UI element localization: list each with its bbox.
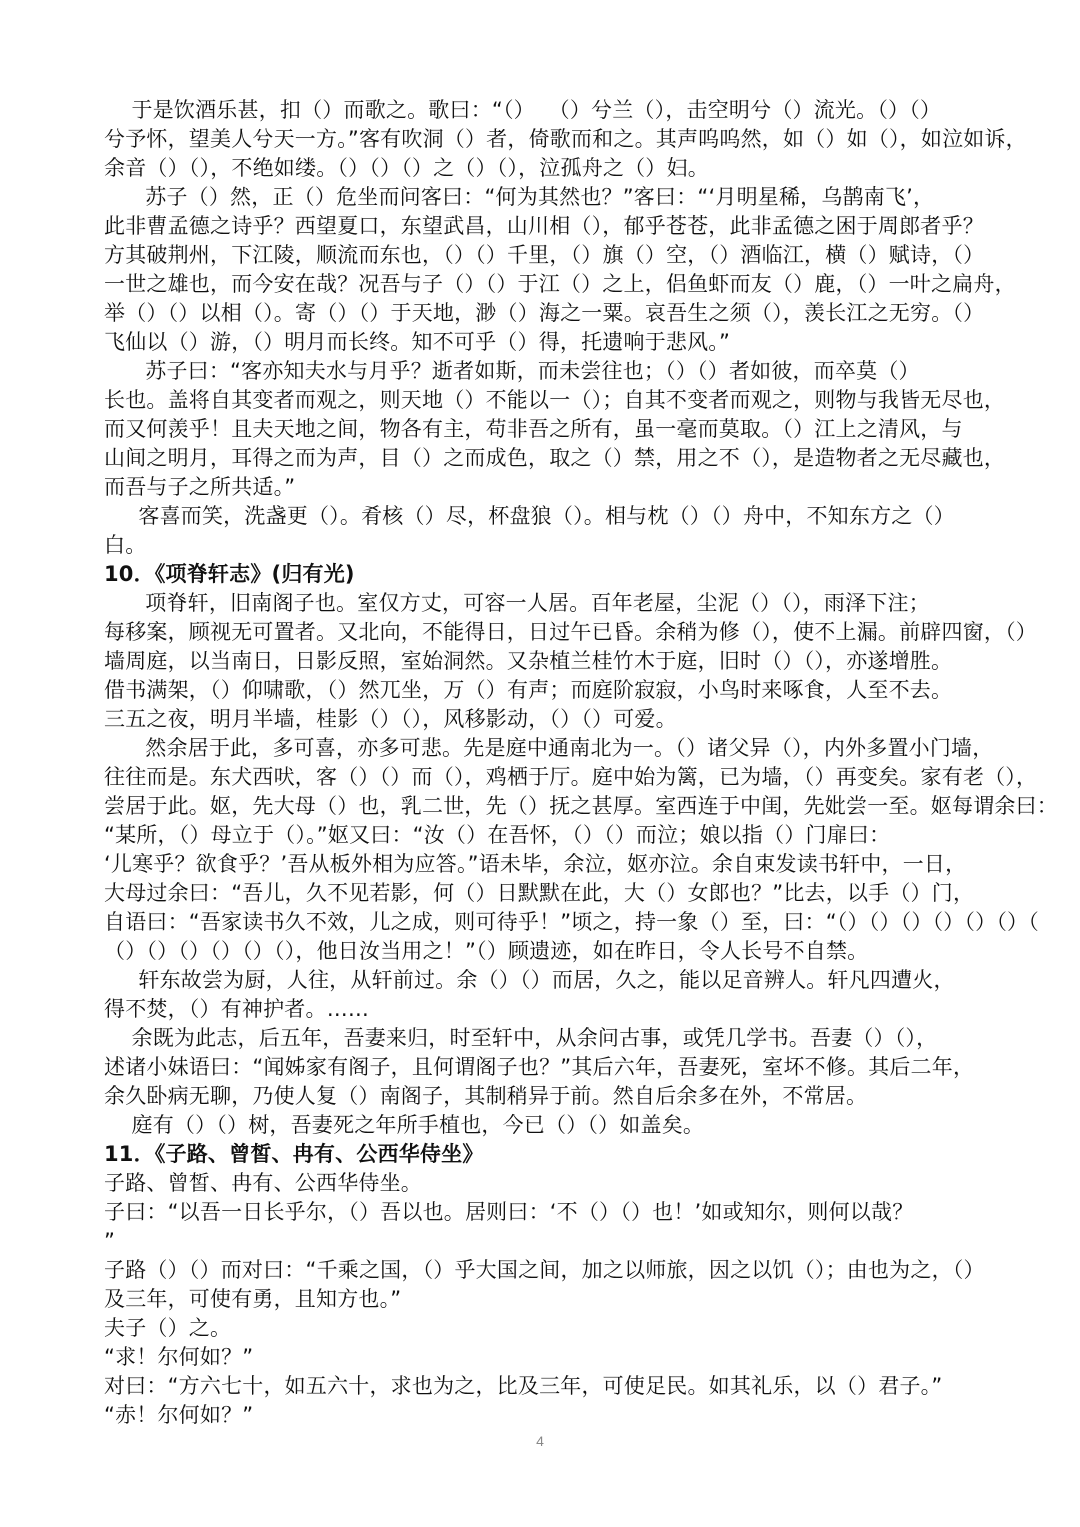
section-heading-11: 11．《子路、曾皙、冉有、公西华侍坐》	[104, 1142, 484, 1166]
text-line: 轩东故尝为厨，人往，从轩前过。余（）（）而居，久之，能以足音辨人。轩凡四遭火，	[104, 968, 955, 992]
text-line: 每移案，顾视无可置者。又北向，不能得日，日过午已昏。余稍为修（），使不上漏。前辟四窗，（）	[104, 620, 1037, 644]
text-line: 方其破荆州，下江陵，顺流而东也，（）（）千里，（）旗（）空，（）酒临江，横（）赋诗，（）	[104, 243, 985, 267]
text-line: 兮予怀，望美人兮天一方。”客有吹洞（）者，倚歌而和之。其声呜呜然，如（）如（），如泣如诉，	[104, 127, 1027, 151]
page-number: 4	[536, 1433, 544, 1449]
text-line: 尝居于此。妪，先大母（）也，乳二世，先（）抚之甚厚。室西连于中闺，先妣尝一至。妪每谓余曰：	[104, 794, 1058, 818]
text-line: 于是饮酒乐甚，扣（）而歌之。歌曰：“（） （）兮兰（），击空明兮（）流光。（）（）	[104, 98, 942, 122]
text-line: 庭有（）（）树，吾妻死之年所手植也，今已（）（）如盖矣。	[104, 1113, 705, 1137]
text-line: 三五之夜，明月半墙，桂影（）（），风移影动，（）（）可爱。	[104, 707, 677, 731]
text-line: 客喜而笑，洗盏更（）。肴核（）尽，杯盘狼（）。相与枕（）（）舟中，不知东方之（）	[104, 504, 955, 528]
text-line: “某所，（）母立于（）。”妪又曰：“汝（）在吾怀，（）（）而泣；娘以指（）门扉曰：	[104, 823, 891, 847]
text-line: 白。	[104, 533, 147, 557]
text-line: 而又何羡乎！且夫天地之间，物各有主，苟非吾之所有，虽一毫而莫取。（）江上之清风，与	[104, 417, 963, 441]
text-line: 子路、曾皙、冉有、公西华侍坐。	[104, 1171, 422, 1195]
text-line: 而吾与子之所共适。”	[104, 475, 296, 499]
section-heading-10: 10．《项脊轩志》(归有光)	[104, 562, 355, 586]
text-line: 长也。盖将自其变者而观之，则天地（）不能以一（）；自其不变者而观之，则物与我皆无尽也，	[104, 388, 1006, 412]
text-line: 大母过余曰：“吾儿，久不见若影，何（）日默默在此，大（）女郎也？”比去，以手（）门，	[104, 881, 975, 905]
text-line: 此非曹孟德之诗乎？西望夏口，东望武昌，山川相（），郁乎苍苍，此非孟德之困于周郎者乎？	[104, 214, 984, 238]
text-line: 余音（）（），不绝如缕。（）（）（）之（）（），泣孤舟之（）妇。	[104, 156, 709, 180]
text-line: 对曰：“方六七十，如五六十，求也为之，比及三年，可使足民。如其礼乐，以（）君子。”	[104, 1374, 943, 1398]
text-line: 苏子曰：“客亦知夫水与月乎？逝者如斯，而未尝往也；（）（）者如彼，而卒莫（）	[104, 359, 920, 383]
document-page	[104, 96, 1080, 1430]
text-line: 子曰：“以吾一日长乎尔，（）吾以也。居则曰：‘不（）（）也！’如或知尔，则何以哉？	[104, 1200, 914, 1224]
text-line: 夫子（）之。	[104, 1316, 232, 1340]
text-line: ”	[104, 1229, 116, 1253]
text-line: 项脊轩，旧南阁子也。室仅方丈，可容一人居。百年老屋，尘泥（）（），雨泽下注；	[104, 591, 930, 615]
text-line: “求！尔何如？”	[104, 1345, 254, 1369]
text-line: 然余居于此，多可喜，亦多可悲。先是庭中通南北为一。（）诸父异（），内外多置小门墙，	[104, 736, 994, 760]
text-line: 余既为此志，后五年，吾妻来归，时至轩中，从余问古事，或凭几学书。吾妻（）（），	[104, 1026, 938, 1050]
text-line: “赤！尔何如？”	[104, 1403, 254, 1427]
text-line: 苏子（）然，正（）危坐而问客曰：“何为其然也？”客曰：“‘月明星稀，乌鹊南飞’，	[104, 185, 935, 209]
text-line: （）（）（）（）（）（），他日汝当用之！”（）顾遗迹，如在昨日，令人长号不自禁。	[104, 939, 869, 963]
text-line: 举（）（）以相（）。寄（）（）于天地，渺（）海之一粟。哀吾生之须（），羡长江之无穷。（）	[104, 301, 985, 325]
text-line: 及三年，可使有勇，且知方也。”	[104, 1287, 402, 1311]
text-line: 一世之雄也，而今安在哉？况吾与子（）（）于江（）之上，侣鱼虾而友（）鹿，（）一叶之扁舟，	[104, 272, 1016, 296]
text-line: 墙周庭，以当南日，日影反照，室始洞然。又杂植兰桂竹木于庭，旧时（）（），亦遂增胜。	[104, 649, 953, 673]
text-line: 往往而是。东犬西吠，客（）（）而（），鸡栖于厅。庭中始为篱，已为墙，（）再变矣。家有老（），	[104, 765, 1038, 789]
text-line: 述诸小妹语曰：“闻姊家有阁子，且何谓阁子也？”其后六年，吾妻死，室坏不修。其后二年，	[104, 1055, 975, 1079]
text-line: 得不焚，（）有神护者。……	[104, 997, 370, 1021]
text-line: 山间之明月，耳得之而为声，目（）之而成色，取之（）禁，用之不（），是造物者之无尽藏也，	[104, 446, 1006, 470]
text-line: 子路（）（）而对曰：“千乘之国，（）乎大国之间，加之以师旅，因之以饥（）；由也为之，（）	[104, 1258, 985, 1282]
text-line: ‘儿寒乎？欲食乎？’吾从板外相为应答。”语未毕，余泣，妪亦泣。余自束发读书轩中，一日，	[104, 852, 967, 876]
text-line: 余久卧病无聊，乃使人复（）南阁子，其制稍异于前。然自后余多在外，不常居。	[104, 1084, 868, 1108]
text-line: 自语曰：“吾家读书久不效，儿之成，则可待乎！”顷之，持一象（）至，曰：“（）（）（）（）（）（）（	[104, 910, 1039, 934]
text-line: 飞仙以（）游，（）明月而长终。知不可乎（）得，托遗响于悲风。”	[104, 330, 731, 354]
text-line: 借书满架，（）仰啸歌，（）然兀坐，万（）有声；而庭阶寂寂，小鸟时来啄食，人至不去。	[104, 678, 953, 702]
